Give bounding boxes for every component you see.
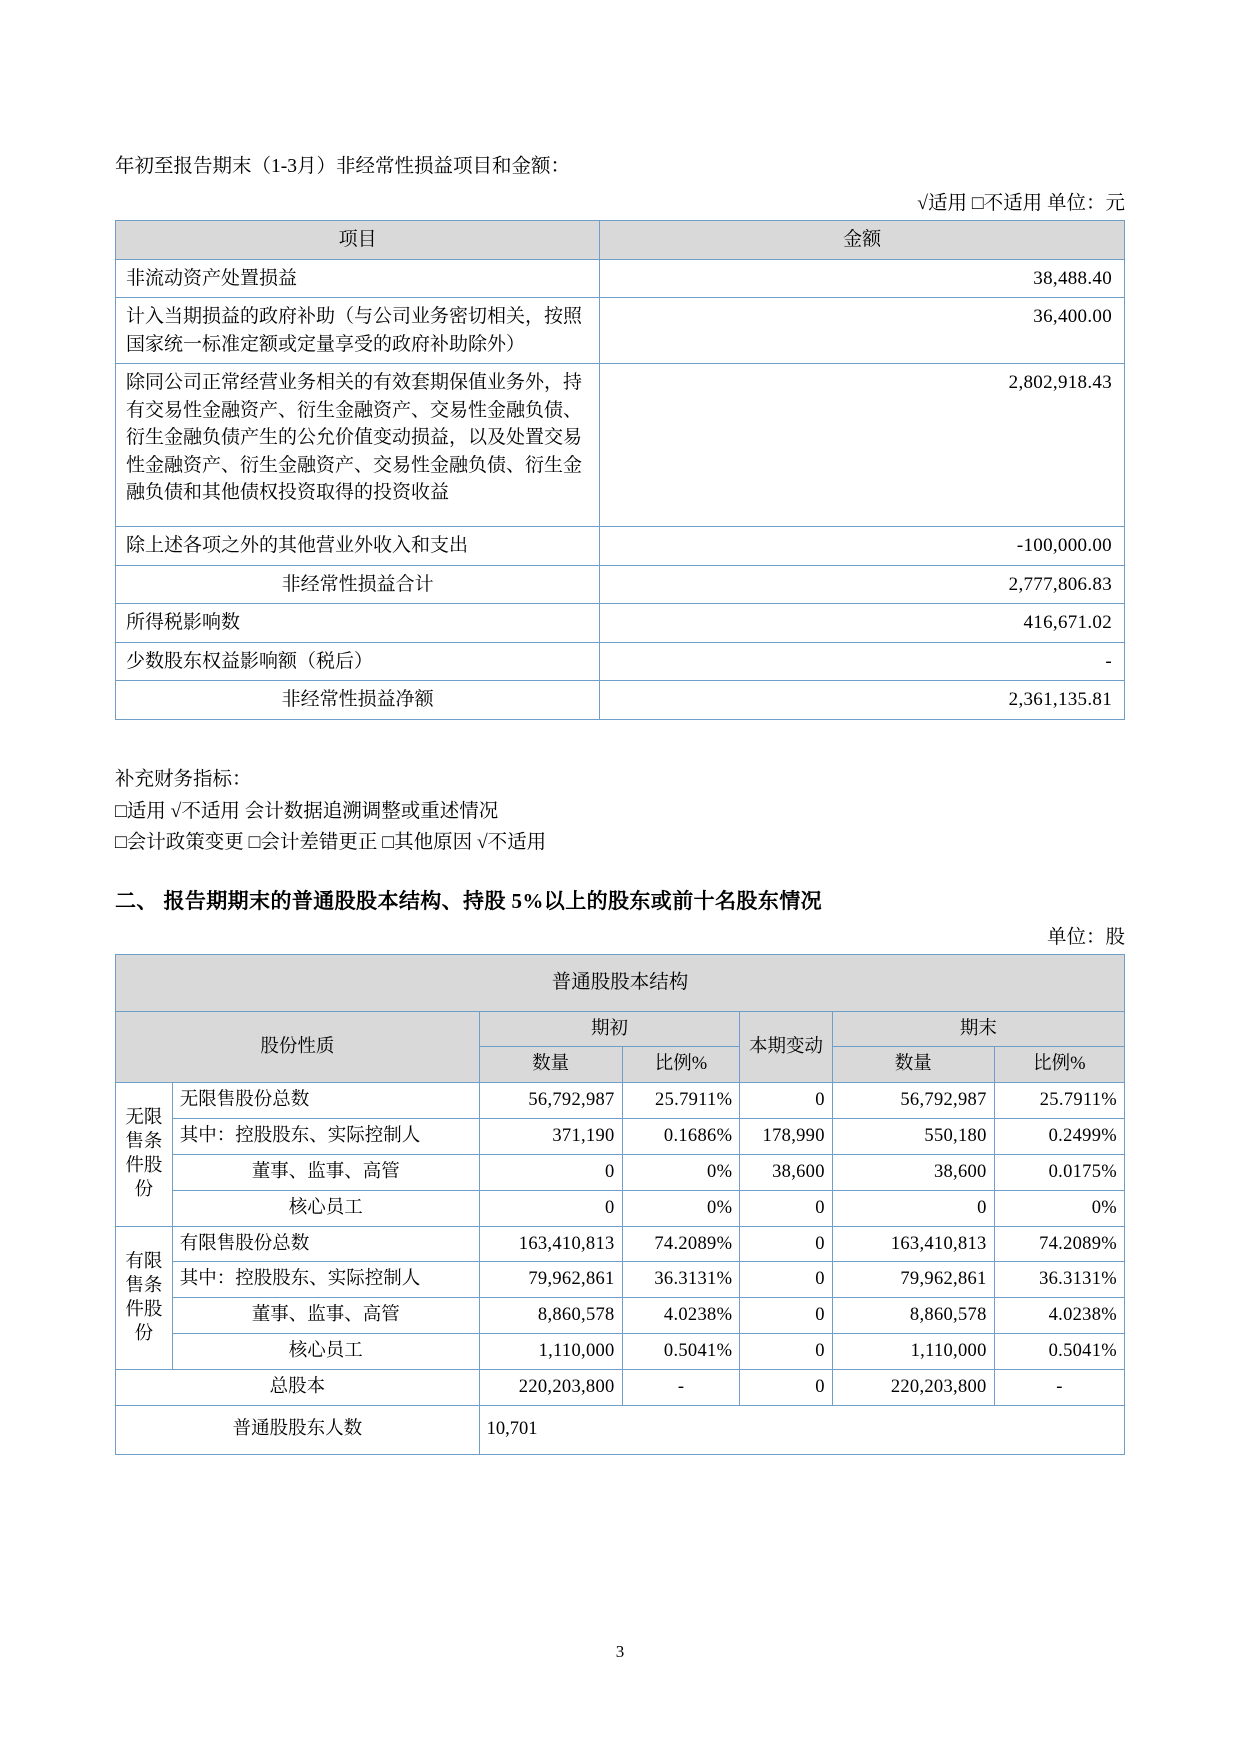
item-amount: -100,000.00 [600,527,1125,566]
end-ratio: 36.3131% [994,1262,1124,1298]
table-row [116,1262,1125,1298]
table-total-row [116,1369,1125,1405]
holders-value: 10,701 [479,1405,1124,1454]
holders-label: 普通股股东人数 [116,1405,480,1454]
section1-intro: 年初至报告期末（1-3月）非经常性损益项目和金额： [115,156,570,177]
item-label: 除同公司正常经营业务相关的有效套期保值业务外，持有交易性金融资产、衍生金融资产、交易性金融负债、衍生金融负债产生的公允价值变动损益，以及处置交易性金融资产、衍生金融资产、交易性金融负债、衍生金融负债和其他债权投资取得的投资收益 [116,364,600,527]
row-group-restricted [116,1226,173,1369]
table-header-row [116,221,1125,260]
item-amount: 36,400.00 [600,298,1125,364]
supplementary-line-1: □适用 √不适用 会计数据追溯调整或重述情况 [115,800,499,822]
end-ratio: 0.2499% [994,1119,1124,1155]
item-amount: 2,802,918.43 [600,364,1125,527]
table-row [116,527,1125,566]
end-quantity: 79,962,861 [832,1262,994,1298]
begin-quantity: 0 [479,1190,622,1226]
table-row [116,259,1125,298]
end-quantity: 163,410,813 [832,1226,994,1262]
item-label: 除上述各项之外的其他营业外收入和支出 [116,527,600,566]
end-quantity: 550,180 [832,1119,994,1155]
period-change: 0 [740,1333,832,1369]
begin-quantity: 79,962,861 [479,1262,622,1298]
item-label: 少数股东权益影响额（税后） [116,642,600,681]
row-group-unrestricted [116,1083,173,1226]
table-row [116,298,1125,364]
end-quantity: 0 [832,1190,994,1226]
row-label: 其中：控股股东、实际控制人 [172,1262,479,1298]
period-change: 178,990 [740,1119,832,1155]
end-quantity: 56,792,987 [832,1083,994,1119]
end-ratio: 0.5041% [994,1333,1124,1369]
row-label: 董事、监事、高管 [172,1154,479,1190]
end-quantity: 8,860,578 [832,1298,994,1334]
end-quantity: 38,600 [832,1154,994,1190]
section2-heading: 二、 报告期期末的普通股股本结构、持股 5%以上的股东或前十名股东情况 [115,888,822,913]
table-row [116,1083,1125,1119]
table-row [116,1154,1125,1190]
total-label: 总股本 [116,1369,480,1405]
begin-ratio: 4.0238% [622,1298,740,1334]
table-row [116,364,1125,527]
end-ratio: 74.2089% [994,1226,1124,1262]
column-header-amount: 金额 [600,221,1125,260]
column-header-nature: 股份性质 [116,1011,480,1083]
end-ratio: 4.0238% [994,1298,1124,1334]
begin-ratio: 25.7911% [622,1083,740,1119]
begin-ratio: 36.3131% [622,1262,740,1298]
end-ratio: 25.7911% [994,1083,1124,1119]
item-amount: 416,671.02 [600,604,1125,643]
row-group-unrestricted-label: 无限售条件股份 [125,1108,163,1201]
share-structure-title: 普通股股本结构 [116,954,1125,1011]
table-row [116,565,1125,604]
nonrecurring-items-table [115,220,1125,720]
period-change: 38,600 [740,1154,832,1190]
item-amount: 2,361,135.81 [600,681,1125,720]
item-amount: - [600,642,1125,681]
table-holders-row [116,1405,1125,1454]
total-period-change: 0 [740,1369,832,1405]
item-label: 非经常性损益净额 [116,681,600,720]
period-change: 0 [740,1083,832,1119]
column-header-end-quantity: 数量 [832,1047,994,1083]
column-header-ending: 期末 [832,1011,1124,1047]
column-header-beginning: 期初 [479,1011,740,1047]
total-begin-quantity: 220,203,800 [479,1369,622,1405]
end-quantity: 1,110,000 [832,1333,994,1369]
table-header-row-1 [116,1011,1125,1047]
begin-quantity: 371,190 [479,1119,622,1155]
share-structure-table [115,954,1125,1455]
column-header-begin-ratio: 比例% [622,1047,740,1083]
begin-ratio: 0% [622,1154,740,1190]
supplementary-block [115,764,1125,859]
begin-quantity: 163,410,813 [479,1226,622,1262]
total-begin-ratio: - [622,1369,740,1405]
period-change: 0 [740,1298,832,1334]
item-label: 非经常性损益合计 [116,565,600,604]
begin-quantity: 56,792,987 [479,1083,622,1119]
row-label: 其中：控股股东、实际控制人 [172,1119,479,1155]
column-header-begin-quantity: 数量 [479,1047,622,1083]
table-row [116,604,1125,643]
table-title-row [116,954,1125,1011]
column-header-item: 项目 [116,221,600,260]
row-label: 有限售股份总数 [172,1226,479,1262]
total-end-quantity: 220,203,800 [832,1369,994,1405]
end-ratio: 0% [994,1190,1124,1226]
item-label: 所得税影响数 [116,604,600,643]
item-label: 非流动资产处置损益 [116,259,600,298]
table-row [116,1333,1125,1369]
row-label: 核心员工 [172,1333,479,1369]
begin-quantity: 1,110,000 [479,1333,622,1369]
begin-ratio: 0.1686% [622,1119,740,1155]
supplementary-label: 补充财务指标： [115,768,252,790]
end-ratio: 0.0175% [994,1154,1124,1190]
column-header-end-ratio: 比例% [994,1047,1124,1083]
page-number: 3 [615,1642,625,1661]
row-label: 无限售股份总数 [172,1083,479,1119]
period-change: 0 [740,1262,832,1298]
column-header-change: 本期变动 [740,1011,832,1083]
total-end-ratio: - [994,1369,1124,1405]
row-label: 核心员工 [172,1190,479,1226]
table-row [116,681,1125,720]
begin-ratio: 74.2089% [622,1226,740,1262]
item-amount: 2,777,806.83 [600,565,1125,604]
spacer [115,720,1125,764]
section1-applicability-note: √适用 □不适用 单位：元 [917,193,1125,214]
begin-ratio: 0.5041% [622,1333,740,1369]
period-change: 0 [740,1190,832,1226]
item-label: 计入当期损益的政府补助（与公司业务密切相关，按照国家统一标准定额或定量享受的政府补助除外） [116,298,600,364]
begin-quantity: 8,860,578 [479,1298,622,1334]
begin-ratio: 0% [622,1190,740,1226]
row-label: 董事、监事、高管 [172,1298,479,1334]
table-row [116,1298,1125,1334]
item-amount: 38,488.40 [600,259,1125,298]
period-change: 0 [740,1226,832,1262]
table-row [116,1190,1125,1226]
table-row [116,1226,1125,1262]
table-row [116,1119,1125,1155]
section2-unit-note: 单位：股 [1046,926,1125,948]
row-group-restricted-label: 有限售条件股份 [125,1251,163,1344]
supplementary-line-2: □会计政策变更 □会计差错更正 □其他原因 √不适用 [115,832,547,854]
begin-quantity: 0 [479,1154,622,1190]
table-row [116,642,1125,681]
